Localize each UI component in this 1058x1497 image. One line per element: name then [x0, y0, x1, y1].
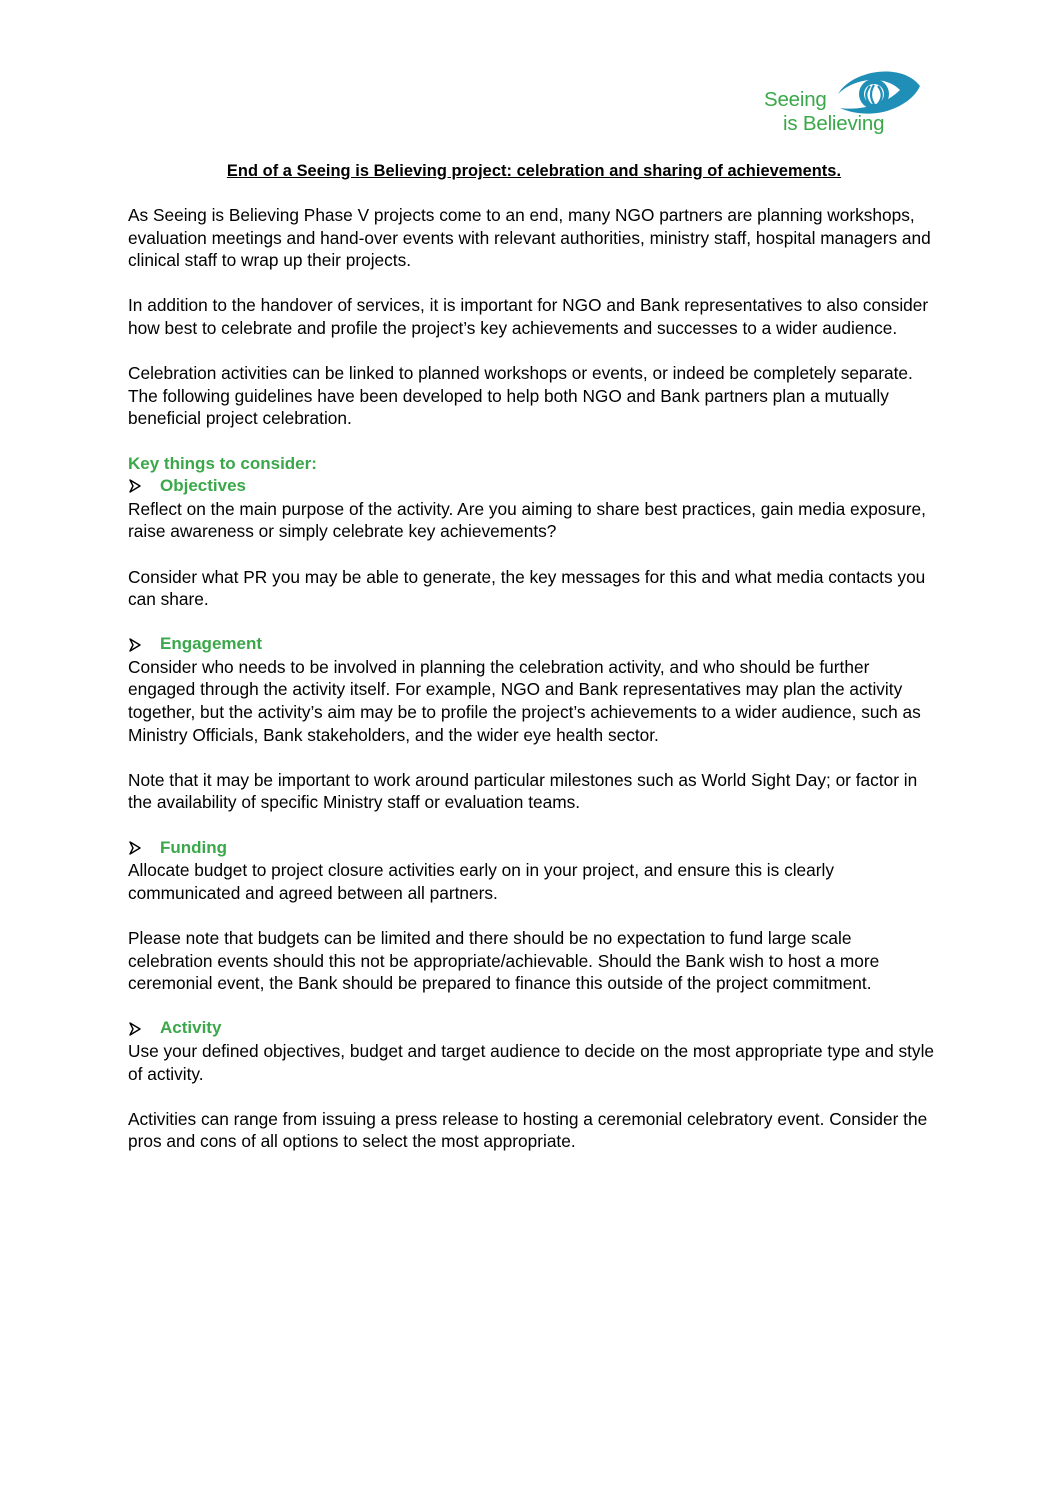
document-body: [128, 160, 940, 1176]
arrow-bullet-icon: [128, 1022, 160, 1036]
section-heading-label: Engagement: [160, 634, 263, 654]
intro-paragraph: As Seeing is Believing Phase V projects come to an end, many NGO partners are planning workshops, evaluation meetings and hand-over events with relevant authorities, ministry staff, hospital managers and clinical staff to wrap up their projects.: [128, 205, 931, 271]
logo-line-2: is Believing: [783, 112, 885, 135]
logo-wordmark: [762, 88, 884, 136]
arrow-bullet-icon: [128, 479, 160, 493]
section-paragraph: Allocate budget to project closure activities early on in your project, and ensure this is clearly communicated and agreed between all partners.: [128, 860, 835, 903]
section-heading-label: Activity: [160, 1018, 222, 1038]
arrow-bullet-icon: [128, 638, 160, 652]
key-things-heading: Key things to consider:: [128, 453, 317, 473]
section-paragraph: Activities can range from issuing a press release to hosting a ceremonial celebratory event. Consider the pros and cons of all options to select the most appropriate.: [128, 1108, 928, 1152]
section-heading-label: Funding: [160, 837, 228, 857]
arrow-bullet-icon: [128, 841, 160, 855]
section-paragraph: Consider who needs to be involved in planning the celebration activity, and who should be further engaged through the activity itself. For example, NGO and Bank representatives may plan the activity together, but the activity’s aim may be to profile the project’s achievements to a wider audience, such as Ministry Officials, Bank stakeholders, and the wider eye health sector.: [128, 656, 921, 745]
logo-line-1: Seeing: [764, 88, 827, 111]
document-title: End of a Seeing is Believing project: celebration and sharing of achievements.: [226, 162, 842, 180]
section-paragraph: Please note that budgets can be limited and there should be no expectation to fund large scale celebration events should this not be appropriate/achievable. Should the Bank wish to host a more ceremonial event, the Bank should be prepared to finance this outside of the project commitment.: [128, 928, 880, 994]
section-heading-activity: [128, 1017, 940, 1040]
section-heading-objectives: [128, 475, 940, 498]
section-paragraph: Note that it may be important to work around particular milestones such as World Sight Day; or factor in the availability of specific Ministry staff or evaluation teams.: [128, 769, 918, 813]
section-heading-engagement: [128, 633, 940, 656]
section-paragraph: Use your defined objectives, budget and target audience to decide on the most appropriate type and style of activity.: [128, 1040, 935, 1084]
section-paragraph: Consider what PR you may be able to generate, the key messages for this and what media contacts you can share.: [128, 566, 926, 610]
section-heading-label: Objectives: [160, 476, 246, 496]
intro-paragraph: In addition to the handover of services, it is important for NGO and Bank representatives to also consider how best to celebrate and profile the project’s key achievements and successes to a wider audience.: [128, 295, 929, 338]
seeing-is-believing-logo: [762, 64, 927, 140]
section-heading-funding: [128, 837, 940, 860]
intro-paragraph: Celebration activities can be linked to planned workshops or events, or indeed be completely separate. The following guidelines have been developed to help both NGO and Bank partners plan a mutually beneficial project celebration.: [128, 363, 913, 429]
section-paragraph: Reflect on the main purpose of the activity. Are you aiming to share best practices, gain media exposure, raise awareness or simply celebrate key achievements?: [128, 498, 926, 542]
